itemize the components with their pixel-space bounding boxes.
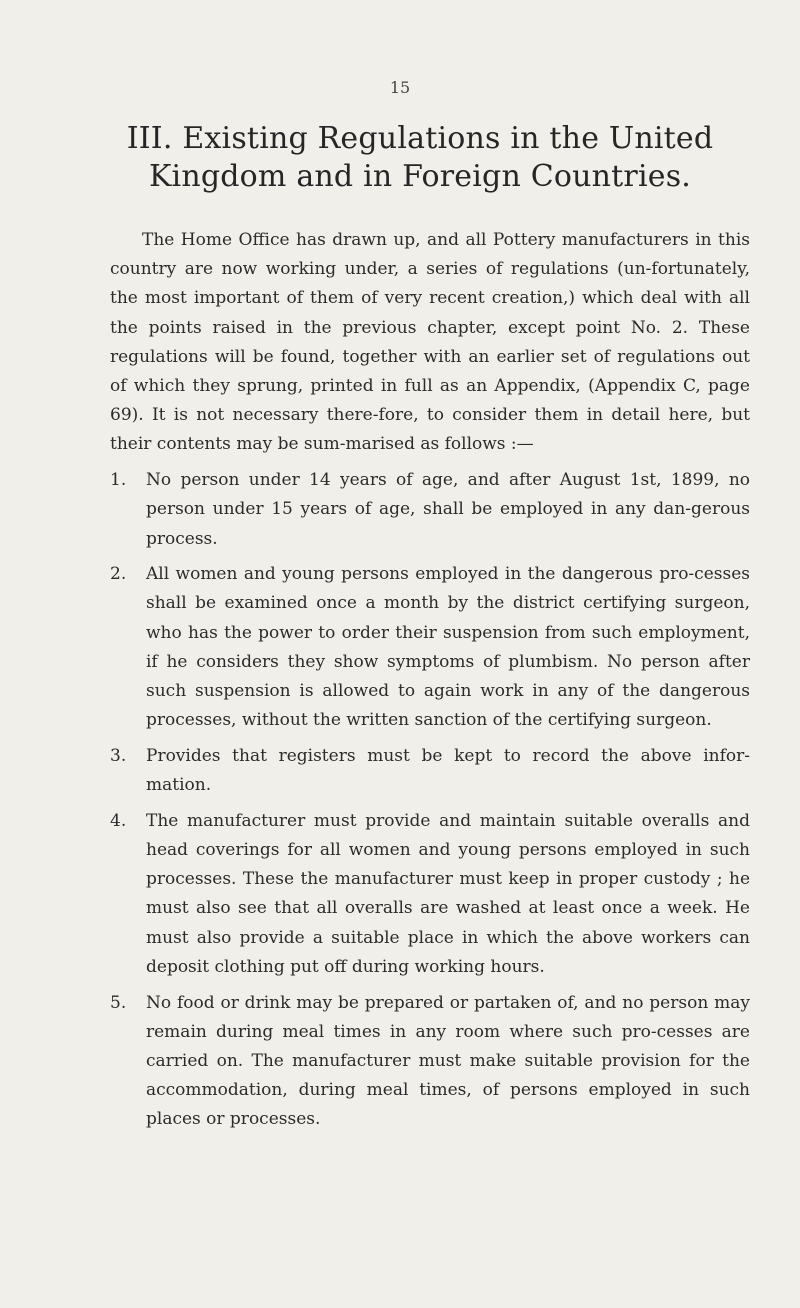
regulation-number: 1. (110, 470, 127, 491)
section-title: III. Existing Regulations in the United Kingdom and in Foreign Countries. (126, 121, 714, 194)
regulation-text: All women and young persons employed in the dangerous pro-cesses shall be examined once a month by the district certifying surgeon, who has the power to order their suspension from such employment, if he considers they show symptoms of plumbism. No person after such suspension is allowed to again work in any of the dangerous processes, without the written sanction of the certifying surgeon. (146, 564, 750, 731)
regulation-text: Provides that registers must be kept to record the above infor-mation. (146, 745, 750, 796)
regulation-item (110, 560, 750, 735)
regulation-text: No person under 14 years of age, and after August 1st, 1899, no person under 15 years of age, shall be employed in any dan-gerous process. (146, 470, 750, 549)
regulation-item (110, 466, 750, 554)
regulation-item (110, 807, 750, 982)
regulation-item (110, 742, 750, 800)
section-body (110, 226, 750, 1135)
regulation-item (110, 989, 750, 1135)
regulation-number: 3. (110, 745, 127, 766)
regulations-list (110, 466, 750, 1134)
intro-paragraph: The Home Office has drawn up, and all Pottery manufacturers in this country are now working under, a series of regulations (un-fortunately, the most important of them of very recent creation,) which deal with all the points raised in the previous chapter, except point No. 2. These regulations will be found, together with an earlier set of regulations out of which they sprung, printed in full as an Appendix, (Appendix C, page 69). It is not necessary there-fore, to consider them in detail here, but their contents may be sum-marised as follows :— (110, 230, 750, 455)
page-number: 15 (389, 78, 411, 97)
regulation-text: The manufacturer must provide and maintain suitable overalls and head coverings for all women and young persons employed in such processes. These the manufacturer must keep in proper custody ; he must also see that all overalls are washed at least once a week. He must also provide a suitable place in which the above workers can deposit clothing put off during working hours. (146, 810, 750, 977)
regulation-text: No food or drink may be prepared or partaken of, and no person may remain during meal times in any room where such pro-cesses are carried on. The manufacturer must make suitable provision for the accommodation, during meal times, of persons employed in such places or processes. (146, 992, 750, 1130)
regulation-number: 2. (110, 564, 127, 585)
regulation-number: 4. (110, 810, 127, 831)
regulation-number: 5. (110, 992, 127, 1013)
